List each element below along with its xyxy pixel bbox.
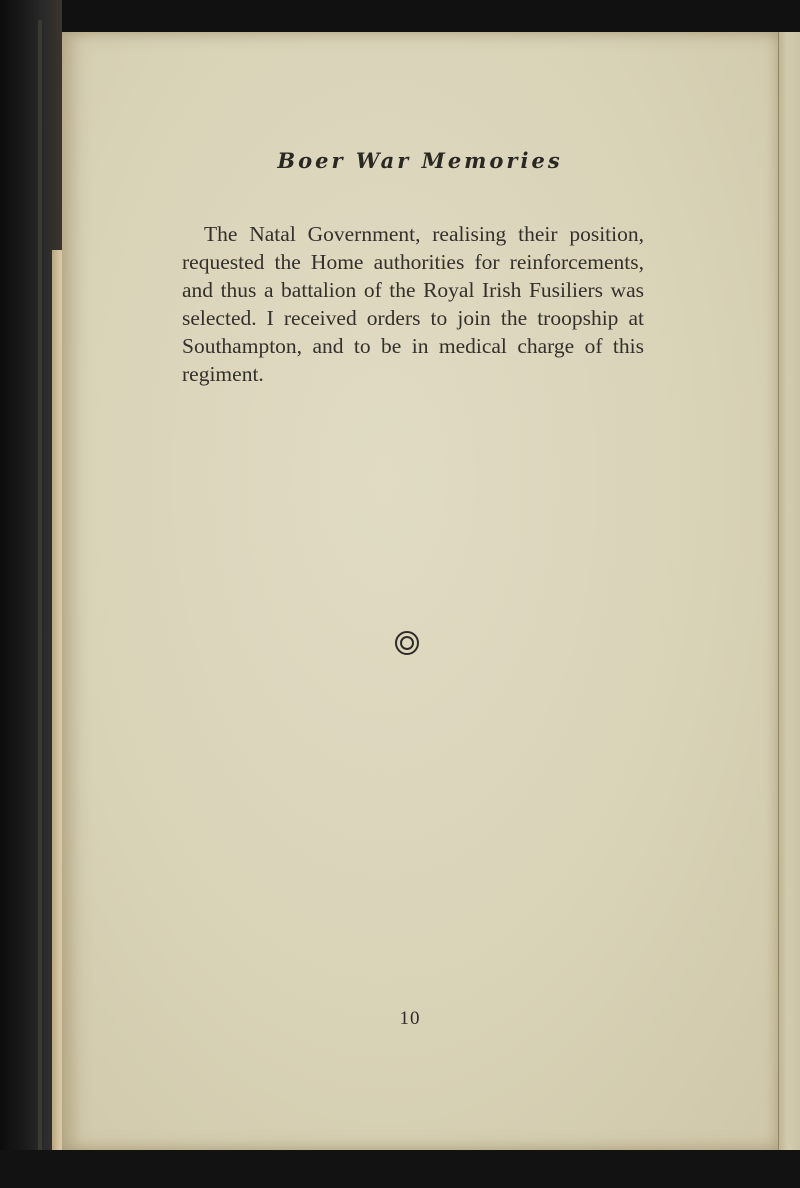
book-page [62,32,778,1150]
background-surface [0,1150,800,1188]
next-page-edge [778,32,800,1150]
page-number: 10 [399,1008,421,1029]
concentric-circles-ornament-icon [394,630,420,656]
body-paragraph: The Natal Government, realising their position, requested the Home authorities for reinforcements, and thus a battalion of the Royal Irish Fusiliers was selected. I received orders to join the troopship at Southampton, and to be in medical charge of this regiment. [182,222,644,386]
running-head: Boer War Memories [277,148,563,173]
